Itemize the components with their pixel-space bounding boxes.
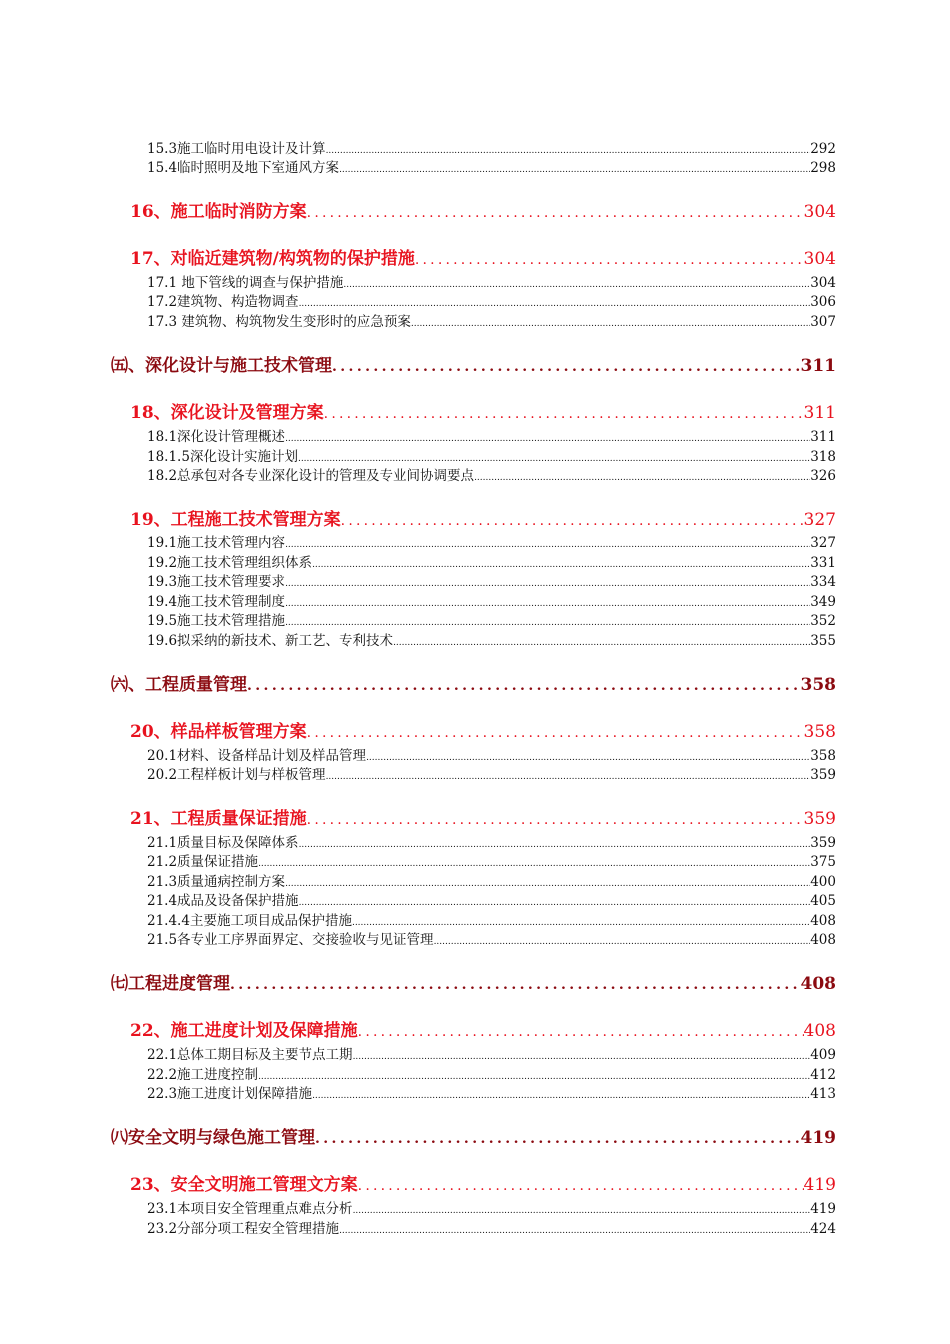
toc-chapter-title: 20、样品样板管理方案 [130,722,307,741]
toc-item[interactable] [147,551,836,569]
toc-item[interactable] [147,137,836,155]
toc-item-page: 359 [810,835,836,849]
toc-leader-dots [474,473,810,482]
toc-item[interactable] [147,763,836,781]
toc-leader-dots [285,879,810,888]
toc-item[interactable] [147,1197,836,1215]
toc-leader-dots [339,1226,810,1235]
toc-item-page: 413 [810,1086,836,1100]
toc-item-page: 359 [810,767,836,781]
toc-item-page: 307 [810,314,836,328]
toc-chapter[interactable] [130,717,836,741]
toc-item-page: 306 [810,294,836,308]
toc-leader-dots [312,560,810,569]
toc-leader-dots [258,1072,810,1081]
toc-item-title: 23.1本项目安全管理重点难点分析 [147,1201,353,1215]
toc-item[interactable] [147,744,836,762]
toc-item-title: 19.5施工技术管理措施 [147,613,286,627]
toc-leader-dots [247,678,801,694]
toc-chapter-page: 408 [803,1021,836,1040]
toc-item[interactable] [147,531,836,549]
toc-item-page: 349 [810,594,836,608]
toc-leader-dots [358,1024,804,1040]
toc-chapter-title: 22、施工进度计划及保障措施 [130,1021,358,1040]
toc-leader-dots [434,937,811,946]
toc-chapter-title: 21、工程质量保证措施 [130,809,307,828]
toc-item-title: 18.2总承包对各专业深化设计的管理及专业间协调要点 [147,468,475,482]
toc-item[interactable] [147,271,836,289]
toc-leader-dots [230,977,801,993]
toc-chapter[interactable] [130,505,836,529]
toc-item[interactable] [147,464,836,482]
toc-part-title: ㈦工程进度管理 [111,974,230,993]
toc-item-title: 23.2分部分项工程安全管理措施 [147,1221,340,1235]
toc-item-title: 21.4.4主要施工项目成品保护措施 [147,913,352,927]
toc-item-page: 331 [810,555,836,569]
toc-item-title: 17.3 建筑物、构筑物发生变形时的应急预案 [147,314,411,328]
toc-chapter-page: 419 [803,1175,836,1194]
toc-item-title: 21.4成品及设备保护措施 [147,893,299,907]
toc-item-page: 408 [810,913,836,927]
toc-part-page: 311 [800,356,836,375]
toc-leader-dots [415,252,804,268]
toc-item-title: 21.3质量通病控制方案 [147,874,286,888]
toc-item[interactable] [147,909,836,927]
toc-item-title: 22.1总体工期目标及主要节点工期 [147,1047,353,1061]
toc-item[interactable] [147,425,836,443]
toc-leader-dots [285,540,810,549]
toc-item[interactable] [147,831,836,849]
toc-chapter-title: 19、工程施工技术管理方案 [130,510,341,529]
toc-chapter[interactable] [130,1016,836,1040]
toc-leader-dots [307,725,804,741]
toc-chapter[interactable] [130,244,836,268]
toc-item-title: 19.3施工技术管理要求 [147,574,286,588]
toc-item-page: 304 [810,275,836,289]
toc-leader-dots [312,1091,810,1100]
toc-item-title: 20.2工程样板计划与样板管理 [147,767,326,781]
toc-item-page: 409 [810,1047,836,1061]
toc-chapter-page: 311 [803,403,836,422]
toc-item-title: 17.2建筑物、构造物调查 [147,294,299,308]
toc-item[interactable] [147,928,836,946]
toc-item-title: 21.1质量目标及保障体系 [147,835,299,849]
toc-item-page: 419 [810,1201,836,1215]
toc-item[interactable] [147,850,836,868]
toc-leader-dots [285,618,810,627]
toc-leader-dots [315,1131,801,1147]
toc-item-title: 15.3施工临时用电设计及计算 [147,141,326,155]
toc-chapter-page: 327 [803,510,836,529]
toc-item-page: 408 [810,932,836,946]
toc-leader-dots [393,638,810,647]
toc-item-page: 424 [810,1221,836,1235]
toc-part-page: 358 [800,675,836,694]
toc-chapter[interactable] [130,804,836,828]
toc-leader-dots [353,1206,811,1215]
toc-item[interactable] [147,629,836,647]
toc-part[interactable] [111,670,836,694]
toc-chapter-title: 17、对临近建筑物/构筑物的保护措施 [130,249,415,268]
toc-leader-dots [307,812,804,828]
toc-chapter[interactable] [130,197,836,221]
toc-item[interactable] [147,310,836,328]
toc-leader-dots [258,859,810,868]
toc-chapter[interactable] [130,398,836,422]
toc-item[interactable] [147,889,836,907]
toc-item[interactable] [147,290,836,308]
toc-item[interactable] [147,1082,836,1100]
toc-item[interactable] [147,609,836,627]
toc-part-page: 419 [800,1128,836,1147]
toc-item-page: 412 [810,1067,836,1081]
toc-item-page: 326 [810,468,836,482]
toc-chapter-title: 16、施工临时消防方案 [130,202,307,221]
toc-chapter-page: 358 [803,722,836,741]
toc-part-title: ㈧安全文明与绿色施工管理 [111,1128,315,1147]
toc-item-page: 375 [810,854,836,868]
toc-item-title: 20.1材料、设备样品计划及样品管理 [147,748,367,762]
toc-item-page: 298 [810,160,836,174]
toc-item-title: 19.1施工技术管理内容 [147,535,286,549]
toc-chapter-page: 359 [803,809,836,828]
toc-item-page: 355 [810,633,836,647]
toc-item[interactable] [147,445,836,463]
toc-leader-dots [339,165,810,174]
toc-leader-dots [324,406,804,422]
toc-chapter[interactable] [130,1170,836,1194]
toc-leader-dots [343,280,810,289]
toc-leader-dots [285,579,810,588]
toc-leader-dots [341,513,804,529]
toc-item-title: 18.1.5深化设计实施计划 [147,449,298,463]
toc-leader-dots [366,753,810,762]
toc-item-title: 22.2施工进度控制 [147,1067,259,1081]
toc-leader-dots [299,898,811,907]
toc-item[interactable] [147,590,836,608]
toc-item[interactable] [147,1063,836,1081]
toc-leader-dots [299,299,811,308]
toc-leader-dots [352,918,810,927]
toc-leader-dots [411,319,810,328]
toc-item-title: 17.1 地下管线的调查与保护措施 [147,275,344,289]
toc-part-title: ㈤、深化设计与施工技术管理 [111,356,332,375]
toc-item-page: 292 [810,141,836,155]
toc-leader-dots [332,359,801,375]
toc-leader-dots [299,840,811,849]
toc-item[interactable] [147,570,836,588]
toc-item[interactable] [147,1043,836,1061]
toc-item-title: 19.2施工技术管理组织体系 [147,555,313,569]
toc-item-page: 311 [810,429,836,443]
toc-item-page: 352 [810,613,836,627]
toc-leader-dots [285,599,810,608]
toc-item-page: 358 [810,748,836,762]
toc-chapter-title: 18、深化设计及管理方案 [130,403,324,422]
toc-item-title: 22.3施工进度计划保障措施 [147,1086,313,1100]
toc-part[interactable] [111,969,836,993]
toc-part[interactable] [111,351,836,375]
toc-part-title: ㈥、工程质量管理 [111,675,247,694]
toc-item-page: 334 [810,574,836,588]
toc-leader-dots [358,1178,804,1194]
toc-chapter-page: 304 [803,202,836,221]
toc-item-page: 400 [810,874,836,888]
toc-part[interactable] [111,1123,836,1147]
toc-part-page: 408 [800,974,836,993]
toc-item-page: 405 [810,893,836,907]
toc-item[interactable] [147,1217,836,1235]
toc-item-page: 327 [810,535,836,549]
toc-leader-dots [353,1052,811,1061]
toc-item-title: 18.1深化设计管理概述 [147,429,286,443]
toc-leader-dots [307,205,804,221]
toc-leader-dots [285,434,810,443]
toc-leader-dots [326,772,811,781]
toc-chapter-title: 23、安全文明施工管理文方案 [130,1175,358,1194]
toc-leader-dots [298,454,810,463]
toc-item-title: 15.4临时照明及地下室通风方案 [147,160,340,174]
toc-item[interactable] [147,870,836,888]
toc-item-title: 21.5各专业工序界面界定、交接验收与见证管理 [147,932,434,946]
toc-item[interactable] [147,156,836,174]
toc-item-title: 21.2质量保证措施 [147,854,259,868]
toc-item-page: 318 [810,449,836,463]
toc-item-title: 19.4施工技术管理制度 [147,594,286,608]
toc-item-title: 19.6拟采纳的新技术、新工艺、专利技术 [147,633,394,647]
toc-leader-dots [326,146,811,155]
toc-chapter-page: 304 [803,249,836,268]
